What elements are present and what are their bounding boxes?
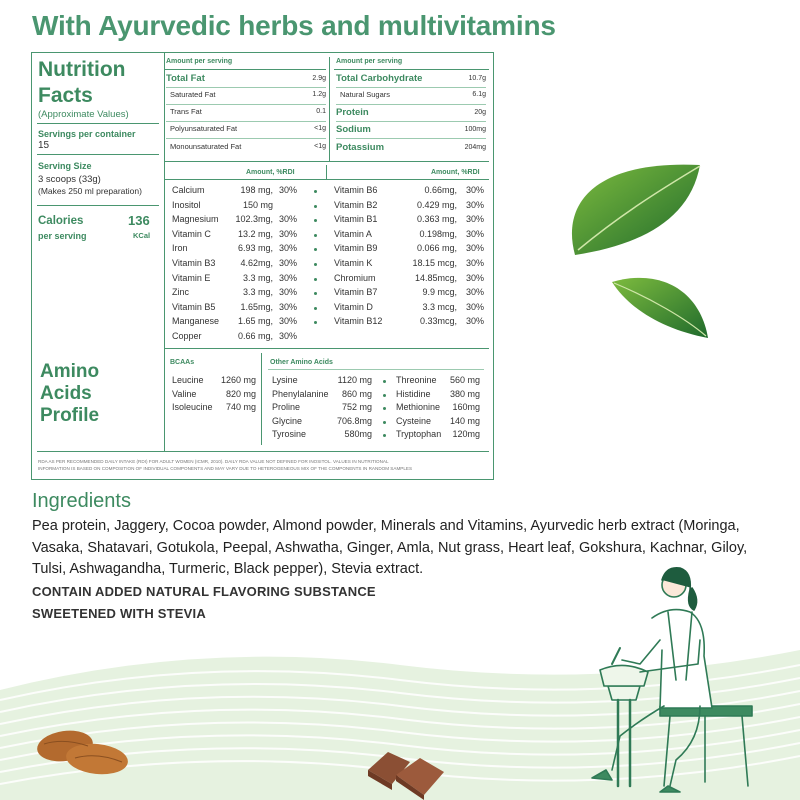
micro-rdi: 30% <box>466 258 485 268</box>
amino-title-line2: Acids <box>40 383 92 404</box>
macro-name: Total Fat <box>166 73 205 84</box>
micro-rdi: 30% <box>279 243 298 254</box>
micro-rdi: 30% <box>466 272 485 283</box>
micro-rdi: 30% <box>466 301 485 312</box>
micro-rdi: 30% <box>279 316 298 327</box>
macro-value: <1g <box>314 143 326 150</box>
macro-value: 100mg <box>464 126 486 133</box>
micro-rdi: 30% <box>466 287 485 298</box>
ingredients-text: Pea protein, Jaggery, Cocoa powder, Almond powder, Minerals and Vitamins, Ayurvedic herb extract (Moringa, Vasaka, Shatavari, Gotukola, Peepal, Ashwatha, Ginger, Amla, Nut grass, Heart leaf, Gokshura, Kachnar, Giloy, Tulsi, Ashwagandha, Turmeric, Black pepper), Stevia extract. <box>32 518 748 577</box>
micro-rdi: 30% <box>279 258 298 268</box>
micro-name: Vitamin A <box>334 228 372 239</box>
micro-rdi: 30% <box>466 228 485 239</box>
micro-name: Vitamin C <box>172 228 211 239</box>
macro-value: 10.7g <box>468 75 486 82</box>
micro-name: Vitamin K <box>334 258 373 268</box>
micro-rdi: 30% <box>279 228 298 239</box>
micro-name: Vitamin B5 <box>172 301 216 312</box>
amino-name: Glycine <box>272 415 303 426</box>
micro-name: Copper <box>172 331 202 341</box>
amino-value: 140 mg <box>449 415 480 426</box>
micro-amount: 0.33mcg, <box>419 316 457 327</box>
micro-rdi: 30% <box>466 199 485 210</box>
micro-amount: 198 mg, <box>240 185 273 195</box>
micros-right-header: Amount, %RDI <box>431 169 480 176</box>
amino-name: Tryptophan <box>396 429 442 439</box>
micro-amount: 3.3 mg, <box>242 272 273 283</box>
micro-amount: 13.2 mg, <box>237 228 273 239</box>
micro-name: Vitamin B6 <box>334 185 378 195</box>
macro-value: 1.2g <box>312 91 326 98</box>
calories-label: Calories <box>38 215 84 227</box>
micro-name: Vitamin B12 <box>334 316 383 327</box>
amino-value: 752 mg <box>341 402 372 412</box>
macro-value: 0.1 <box>316 108 326 115</box>
serving-size-label: Serving Size <box>38 161 92 171</box>
amino-name: Leucine <box>172 375 204 385</box>
micro-name: Vitamin D <box>334 301 373 312</box>
servings-label: Servings per container <box>38 129 136 139</box>
bcaa-header: BCAAs <box>170 359 195 366</box>
servings-value: 15 <box>38 140 50 151</box>
micro-amount: 0.429 mg, <box>416 199 457 210</box>
amino-name: Phenylalanine <box>272 388 329 399</box>
amino-value: 1260 mg <box>220 375 256 385</box>
micro-rdi: 30% <box>466 316 485 327</box>
micro-amount: 0.198mg, <box>419 228 457 239</box>
micro-amount: 102.3mg, <box>235 214 273 225</box>
amino-name: Proline <box>272 402 301 412</box>
amino-value: 740 mg <box>225 402 256 412</box>
micro-amount: 3.3 mg, <box>242 287 273 298</box>
macro-name: Polyunsaturated Fat <box>170 124 238 133</box>
macro-name: Protein <box>336 107 369 118</box>
amino-value: 706.8mg <box>336 415 372 426</box>
calories-value: 136 <box>128 213 150 228</box>
calories-sub: per serving <box>38 231 87 241</box>
micro-amount: 1.65 mg, <box>237 316 273 327</box>
micro-name: Calcium <box>172 185 205 195</box>
micro-rdi: 30% <box>279 287 298 298</box>
macro-value: 6.1g <box>472 91 486 98</box>
micro-name: Zinc <box>172 287 190 298</box>
micro-name: Manganese <box>172 316 220 327</box>
micro-name: Magnesium <box>172 214 219 225</box>
micro-rdi: 30% <box>466 185 485 195</box>
macro-name: Natural Sugars <box>340 90 391 99</box>
macro-value: 204mg <box>464 144 486 151</box>
amino-name: Threonine <box>396 375 437 385</box>
micro-amount: 0.66 mg, <box>237 331 273 341</box>
amino-value: 580mg <box>344 429 372 439</box>
micro-rdi: 30% <box>466 214 485 225</box>
macro-name: Potassium <box>336 142 385 153</box>
micros-left-header: Amount, %RDI <box>246 169 295 176</box>
approx-values-note: (Approximate Values) <box>38 109 129 120</box>
micro-amount: 0.363 mg, <box>416 214 457 225</box>
flavoring-notice: CONTAIN ADDED NATURAL FLAVORING SUBSTANCE <box>32 584 376 599</box>
amino-name: Valine <box>172 388 197 399</box>
micro-name: Vitamin B3 <box>172 258 216 268</box>
amino-value: 1120 mg <box>337 375 372 385</box>
micro-amount: 9.9 mcg, <box>422 287 457 298</box>
amino-title-line3: Profile <box>40 405 100 426</box>
micro-amount: 150 mg <box>242 199 273 210</box>
macro-name: Trans Fat <box>170 107 202 116</box>
amino-title-line1: Amino <box>40 361 100 382</box>
macro-name: Sodium <box>336 124 371 135</box>
micro-name: Vitamin B9 <box>334 243 378 254</box>
amino-name: Isoleucine <box>172 402 213 412</box>
micro-rdi: 30% <box>279 301 298 312</box>
micro-rdi: 30% <box>279 272 298 283</box>
micro-name: Inositol <box>172 199 201 210</box>
nutrition-title-line2: Facts <box>38 84 93 107</box>
micro-amount: 6.93 mg, <box>237 243 273 254</box>
micro-name: Vitamin B2 <box>334 199 378 210</box>
macro-value: 2.9g <box>312 75 326 82</box>
micro-rdi: 30% <box>466 243 485 254</box>
micro-amount: 0.66mg, <box>424 185 457 195</box>
other-amino-header: Other Amino Acids <box>270 359 333 366</box>
micro-rdi: 30% <box>279 214 298 225</box>
amino-value: 860 mg <box>341 388 372 399</box>
micro-name: Vitamin E <box>172 272 211 283</box>
calories-unit: KCal <box>133 231 151 240</box>
micro-amount: 18.15 mcg, <box>412 258 457 268</box>
macro-name: Total Carbohydrate <box>336 73 423 84</box>
micro-amount: 14.85mcg, <box>414 272 457 283</box>
micro-amount: 1.65mg, <box>240 301 273 312</box>
amino-value: 380 mg <box>449 388 480 399</box>
macros-right-header: Amount per serving <box>336 58 403 65</box>
amino-name: Lysine <box>272 375 298 385</box>
micro-amount: 4.62mg, <box>240 258 273 268</box>
macro-name: Saturated Fat <box>170 90 216 99</box>
serving-size-value: 3 scoops (33g) <box>38 174 101 185</box>
micro-name: Vitamin B7 <box>334 287 378 298</box>
macros-left-header: Amount per serving <box>166 58 233 65</box>
macro-name: Monounsaturated Fat <box>170 142 242 151</box>
amino-value: 120mg <box>452 429 480 439</box>
micro-rdi: 30% <box>279 185 298 195</box>
amino-name: Histidine <box>396 388 431 399</box>
micro-amount: 0.066 mg, <box>416 243 457 254</box>
footnote-line1: RDA AS PER RECOMMENDED DAILY INTAKE (RDI) FOR ADULT WOMEN (ICMR, 2010). DAILY RDA VALUE NOT DEFINED FOR INOSITOL. VALUES IN NUTRITIONAL <box>38 459 389 464</box>
amino-value: 160mg <box>452 402 480 412</box>
micro-name: Chromium <box>334 272 376 283</box>
nutrition-title-line1: Nutrition <box>38 58 126 81</box>
amino-value: 820 mg <box>225 388 256 399</box>
macro-value: <1g <box>314 125 326 132</box>
macro-value: 20g <box>474 109 486 116</box>
micro-name: Vitamin B1 <box>334 214 378 225</box>
page-headline: With Ayurvedic herbs and multivitamins <box>32 10 556 41</box>
stevia-notice: SWEETENED WITH STEVIA <box>32 606 206 621</box>
amino-value: 560 mg <box>449 375 480 385</box>
amino-name: Cysteine <box>396 415 432 426</box>
micro-rdi: 30% <box>279 331 298 341</box>
amino-name: Tyrosine <box>272 429 307 439</box>
micro-name: Iron <box>172 243 188 254</box>
ingredients-title: Ingredients <box>32 490 131 512</box>
footnote-line2: INFORMATION IS BASED ON COMPOSITION OF INDIVIDUAL COMPONENTS AND MAY VARY DUE TO HETEROGENEOUS MIX OF THE COMPONENTS IN RANDOM SAMPLES <box>38 466 413 471</box>
amino-name: Methionine <box>396 402 441 412</box>
serving-size-note: (Makes 250 ml preparation) <box>38 186 142 196</box>
micro-amount: 3.3 mcg, <box>422 301 457 312</box>
